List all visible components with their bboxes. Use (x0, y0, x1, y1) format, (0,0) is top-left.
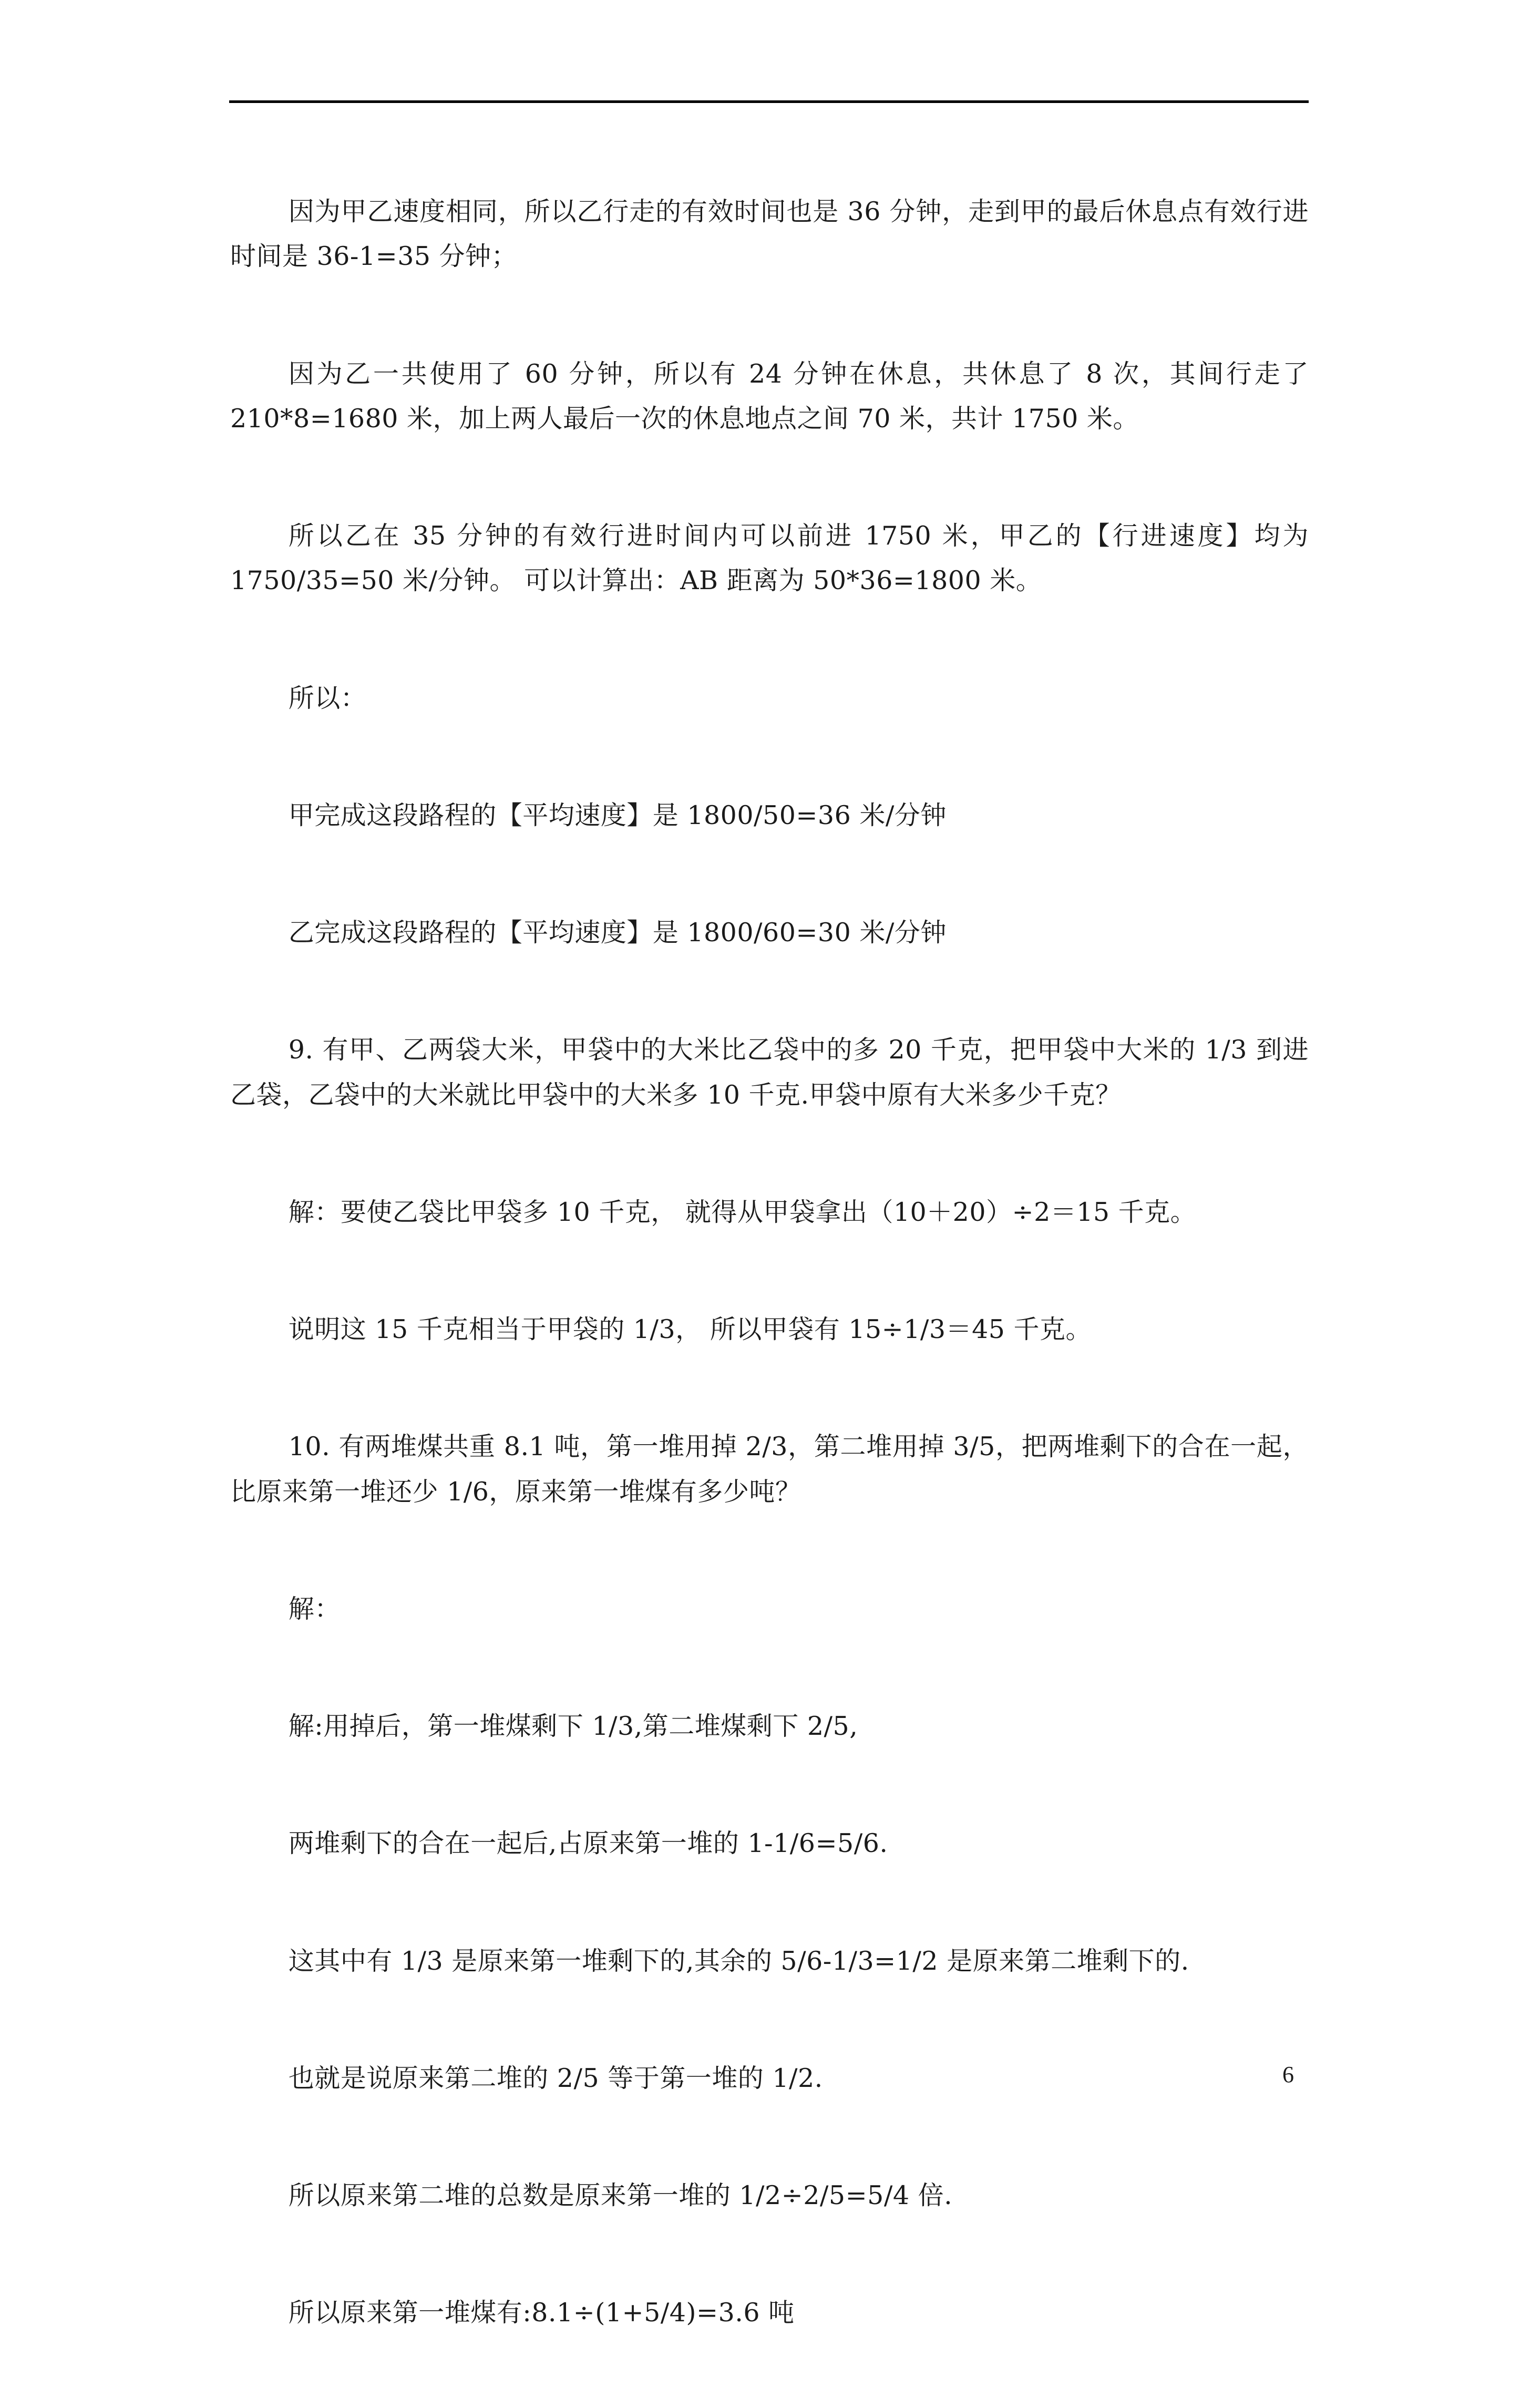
page-number: 6 (1282, 2062, 1294, 2087)
paragraph-therefore: 所以： (288, 683, 367, 713)
answer-10-step-4: 也就是说原来第二堆的 2/5 等于第一堆的 1/2. (288, 2063, 823, 2093)
header-rule (229, 100, 1309, 103)
answer-10-step-6: 所以原来第一堆煤有:8.1÷(1+5/4)=3.6 吨 (288, 2298, 795, 2328)
question-9: 9. 有甲、乙两袋大米，甲袋中的大米比乙袋中的多 20 千克，把甲袋中大米的 1/3 到进乙袋，乙袋中的大米就比甲袋中的大米多 10 千克.甲袋中原有大米多少千克？ (230, 1035, 1309, 1110)
answer-9-step-1: 解：要使乙袋比甲袋多 10 千克， 就得从甲袋拿出（10＋20）÷2＝15 千克。 (288, 1197, 1197, 1227)
answer-10-step-2: 两堆剩下的合在一起后,占原来第一堆的 1-1/6=5/6. (288, 1828, 888, 1859)
paragraph-speed-calc: 所以乙在 35 分钟的有效行进时间内可以前进 1750 米，甲乙的【行进速度】均为 1750/35=50 米/分钟。 可以计算出：AB 距离为 50*36=1800 米。 (230, 521, 1309, 596)
answer-10-step-1: 解:用掉后，第一堆煤剩下 1/3,第二堆煤剩下 2/5, (288, 1711, 858, 1741)
paragraph-jia-average: 甲完成这段路程的【平均速度】是 1800/50=36 米/分钟 (288, 800, 947, 830)
answer-10-step-5: 所以原来第二堆的总数是原来第一堆的 1/2÷2/5=5/4 倍. (288, 2180, 953, 2210)
question-10: 10. 有两堆煤共重 8.1 吨，第一堆用掉 2/3，第二堆用掉 3/5，把两堆剩下的合在一起，比原来第一堆还少 1/6，原来第一堆煤有多少吨？ (230, 1432, 1309, 1507)
paragraph-speed-same: 因为甲乙速度相同，所以乙行走的有效时间也是 36 分钟，走到甲的最后休息点有效行进时间是 36-1=35 分钟； (230, 197, 1309, 272)
paragraph-rest-count: 因为乙一共使用了 60 分钟，所以有 24 分钟在休息，共休息了 8 次，其间行走了 210*8=1680 米，加上两人最后一次的休息地点之间 70 米，共计 1750 米。 (230, 358, 1309, 434)
document-body (230, 189, 1309, 2408)
answer-10-label: 解： (288, 1593, 341, 1624)
answer-9-step-2: 说明这 15 千克相当于甲袋的 1/3， 所以甲袋有 15÷1/3＝45 千克。 (288, 1314, 1092, 1344)
answer-10-step-3: 这其中有 1/3 是原来第一堆剩下的,其余的 5/6-1/3=1/2 是原来第二堆剩下的. (288, 1946, 1189, 1976)
paragraph-yi-average: 乙完成这段路程的【平均速度】是 1800/60=30 米/分钟 (288, 918, 947, 948)
